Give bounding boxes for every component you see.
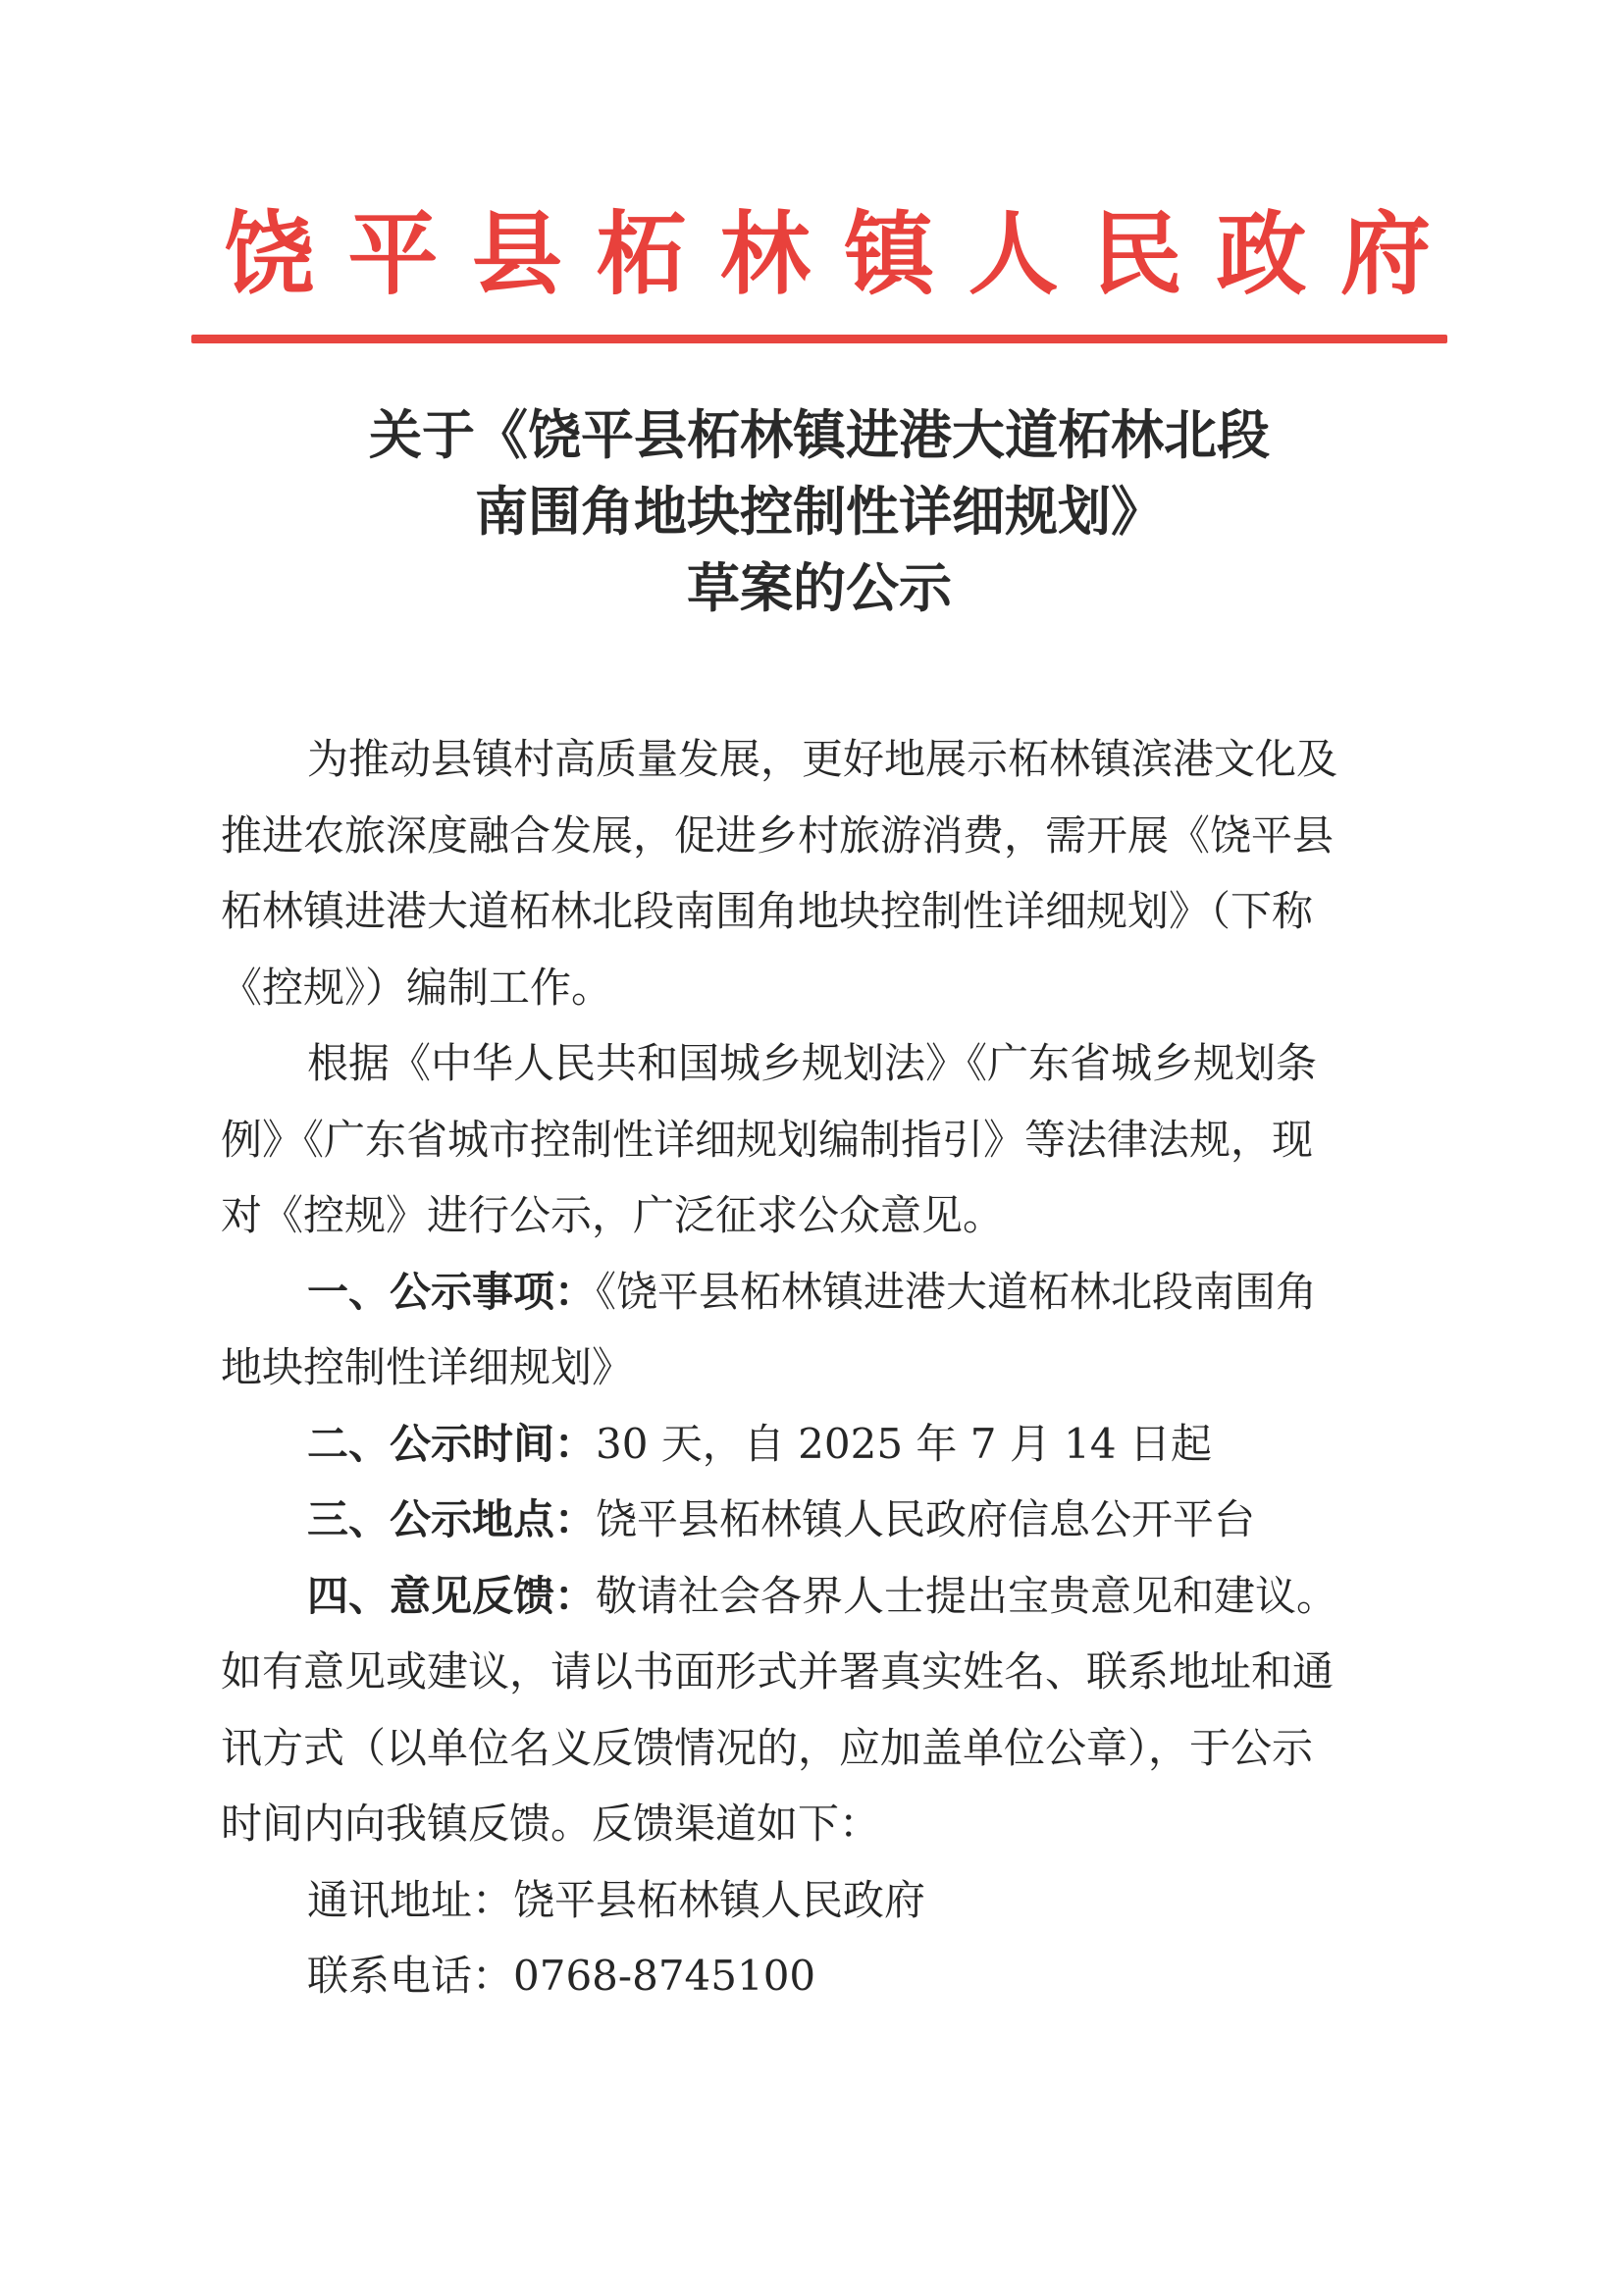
header-char: 林 [719,202,811,307]
item-notice-subject [221,1254,1403,1406]
paragraph-intro [221,721,1403,1025]
item-heading: 四、意见反馈： [307,1571,597,1620]
item-heading: 三、公示地点： [307,1495,597,1543]
item-feedback [221,1558,1403,1862]
item-notice-location [221,1482,1403,1558]
header-char: 府 [1339,202,1431,307]
text-line: 讯方式（以单位名义反馈情况的，应加盖单位公章），于公示 [221,1723,1314,1772]
text-line: 饶平县柘林镇人民政府信息公开平台 [596,1495,1256,1543]
header-char: 平 [347,202,439,307]
header-char: 人 [968,202,1059,307]
header-char: 政 [1216,202,1307,307]
title-line: 关于《饶平县柘林镇进港大道柘林北段 [369,404,1270,466]
text-line: 时间内向我镇反馈。反馈渠道如下： [221,1800,881,1848]
item-heading: 二、公示时间： [307,1419,597,1468]
item-notice-period [221,1406,1403,1483]
text-line: 30 天，自 2025 年 7 月 14 日起 [596,1419,1212,1468]
text-line: 如有意见或建议，请以书面形式并署真实姓名、联系地址和通 [221,1647,1335,1696]
phone-value: 0768-8745100 [513,1952,816,2000]
header-divider-line [191,335,1447,343]
text-line: 对《控规》进行公示，广泛征求公众意见。 [221,1191,1005,1239]
issuing-authority-header [224,201,1431,309]
header-char: 民 [1092,202,1183,307]
phone-label: 联系电话： [307,1952,514,2000]
document-body [221,721,1403,2014]
address-label: 通讯地址： [307,1875,514,1924]
item-heading: 一、公示事项： [307,1267,597,1316]
header-char: 镇 [844,202,935,307]
contact-phone [221,1938,1403,2014]
text-line: 为推动县镇村高质量发展，更好地展示柘林镇滨港文化及 [307,735,1338,783]
header-char: 饶 [224,202,315,307]
document-title [191,397,1447,627]
contact-address [221,1862,1403,1939]
text-line: 《控规》）编制工作。 [221,963,613,1012]
title-line: 南围角地块控制性详细规划》 [475,481,1164,543]
text-line: 例》《广东省城市控制性详细规划编制指引》等法律法规，现 [221,1115,1314,1164]
header-char: 柘 [596,202,687,307]
address-value: 饶平县柘林镇人民政府 [513,1875,926,1924]
text-line: 柘林镇进港大道柘林北段南围角地块控制性详细规划》（下称 [221,887,1314,935]
text-line: 《饶平县柘林镇进港大道柘林北段南围角 [596,1267,1318,1316]
text-line: 根据《中华人民共和国城乡规划法》《广东省城乡规划条 [307,1039,1318,1087]
text-line: 敬请社会各界人士提出宝贵意见和建议。 [596,1571,1338,1620]
header-char: 县 [471,202,562,307]
text-line: 地块控制性详细规划》 [221,1343,634,1391]
paragraph-legal-basis [221,1025,1403,1254]
text-line: 推进农旅深度融合发展，促进乡村旅游消费，需开展《饶平县 [221,810,1335,860]
title-line: 草案的公示 [687,557,952,619]
